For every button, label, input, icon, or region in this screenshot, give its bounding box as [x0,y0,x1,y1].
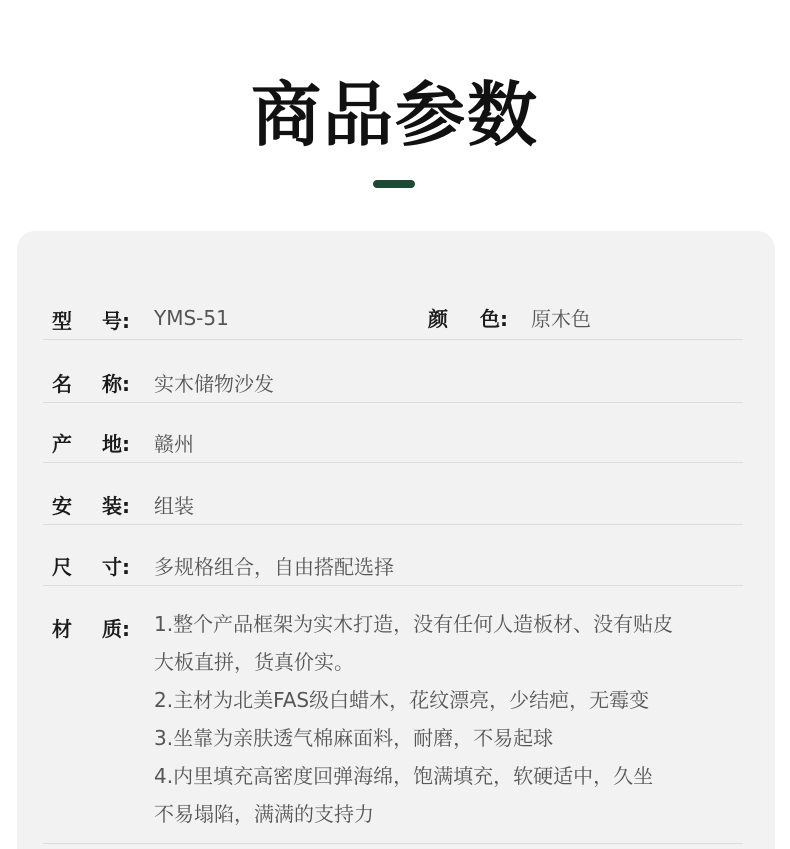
param-label-size-char2: 寸: [102,555,130,579]
param-label-model-char1: 型 [52,309,72,333]
param-label-color-char1: 颜 [428,307,448,331]
param-label-install [52,490,130,519]
param-label-material [52,613,130,642]
param-label-color-char2: 色: [480,307,508,331]
param-label-origin [52,428,130,457]
param-row-install [43,463,743,525]
param-row-origin [43,403,743,463]
param-row-material [43,586,743,844]
material-line: 4.内里填充高密度回弹海绵，饱满填充，软硬适中，久坐 [154,764,654,788]
material-line: 2.主材为北美FAS级白蜡木，花纹漂亮，少结疤，无霉变 [154,688,650,712]
param-row-name [43,340,743,403]
param-label-origin-char1: 产 [52,432,72,456]
param-label-material-char1: 材 [52,617,72,641]
param-value-origin: 赣州 [154,432,194,456]
param-value-model: YMS-51 [154,306,229,330]
material-line: 大板直拼，货真价实。 [154,650,354,674]
material-line: 1.整个产品框架为实木打造，没有任何人造板材、没有贴皮 [154,612,674,636]
param-label-install-char1: 安 [52,494,72,518]
material-line: 不易塌陷，满满的支持力 [154,802,374,826]
param-label-name [52,368,130,397]
param-label-material-char2: 质: [102,617,130,641]
param-label-size-char1: 尺 [52,555,72,579]
param-label-color [428,303,508,332]
param-value-install: 组装 [154,494,194,518]
material-line: 3.坐靠为亲肤透气棉麻面料，耐磨，不易起球 [154,726,554,750]
param-label-model [52,305,130,334]
page-title: 商品参数 [251,74,539,156]
param-value-color: 原木色 [531,307,591,331]
param-label-origin-char2: 地: [102,432,130,456]
title-underline-accent [373,180,415,188]
param-value-material [154,605,673,833]
param-label-name-char1: 名 [52,372,72,396]
param-label-model-char2: 号: [102,309,130,333]
param-row-size [43,525,743,586]
param-row-model [43,296,743,340]
param-value-name: 实木储物沙发 [154,372,274,396]
param-label-name-char2: 称: [102,372,130,396]
param-label-install-char2: 装: [102,494,130,518]
param-label-size [52,551,130,580]
param-value-size: 多规格组合，自由搭配选择 [154,555,394,579]
